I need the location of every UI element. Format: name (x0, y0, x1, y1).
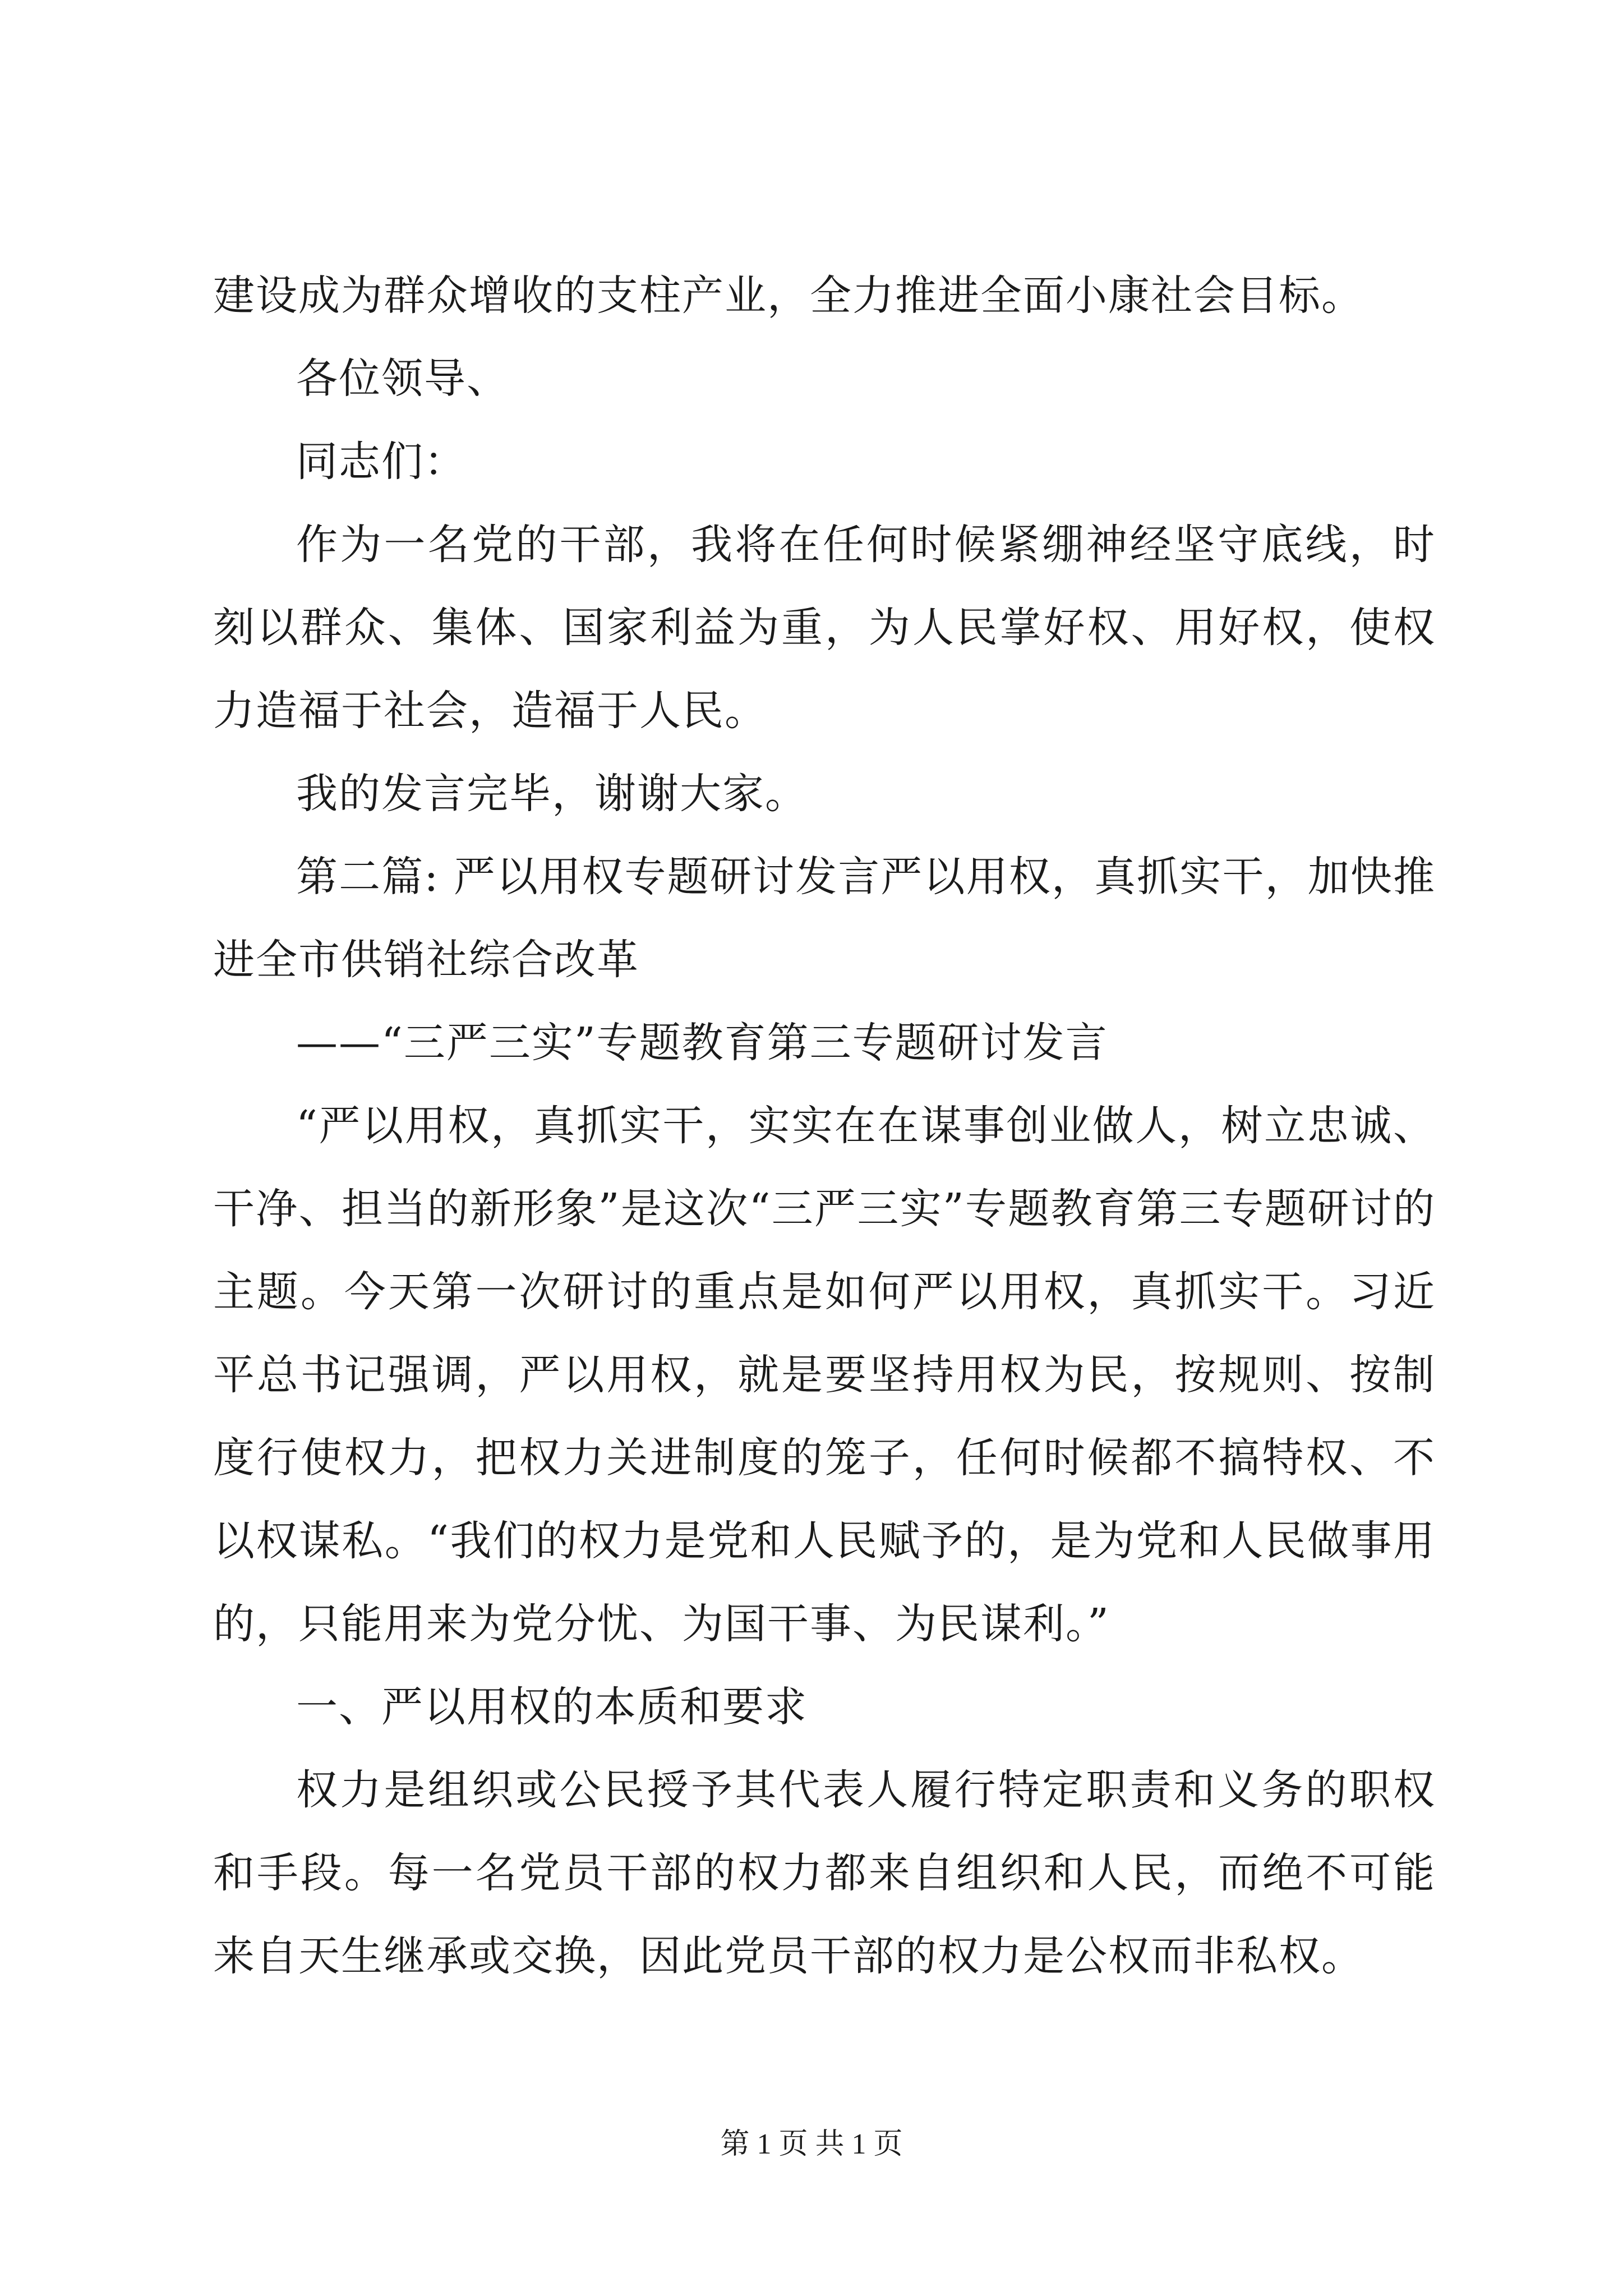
page-footer: 第 1 页 共 1 页 (720, 2128, 903, 2160)
paragraph-continuation: 建设成为群众增收的支柱产业，全力推进全面小康社会目标。 (213, 272, 1364, 320)
paragraph-power-definition: 权力是组织或公民授予其代表人履行特定职责和义务的职权和手段。每一名党员干部的权力都来自组织和人民，而绝不可能来自天生继承或交换，因此党员干部的权力是公权而非私权。 (213, 1766, 1436, 1980)
paragraph-salutation-comrades: 同志们： (296, 438, 467, 486)
paragraph-salutation-leaders: 各位领导、 (296, 355, 509, 403)
paragraph-closing: 我的发言完毕，谢谢大家。 (296, 770, 808, 818)
paragraph-subtitle: ——“三严三实”专题教育第三专题研讨发言 (296, 1019, 1108, 1067)
paragraph-section-title: 第二篇: 严以用权专题研讨发言严以用权，真抓实干，加快推进全市供销社综合改革 (213, 853, 1436, 984)
body-text (213, 254, 1436, 1998)
paragraph-intro: “严以用权，真抓实干，实实在在谋事创业做人，树立忠诚、干净、担当的新形象”是这次“三严三实”专题教育第三专题研讨的主题。今天第一次研讨的重点是如何严以用权，真抓实干。习近平总书记强调，严以用权，就是要坚持用权为民，按规则、按制度行使权力，把权力关进制度的笼子，任何时候都不搞特权、不以权谋私。“我们的权力是党和人民赋予的，是为党和人民做事用的，只能用来为党分忧、为国干事、为民谋利。” (213, 1102, 1436, 1648)
paragraph-heading-one: 一、严以用权的本质和要求 (296, 1683, 808, 1731)
paragraph-commitment: 作为一名党的干部，我将在任何时候紧绷神经坚守底线，时刻以群众、集体、国家利益为重，为人民掌好权、用好权，使权力造福于社会，造福于人民。 (213, 521, 1436, 735)
